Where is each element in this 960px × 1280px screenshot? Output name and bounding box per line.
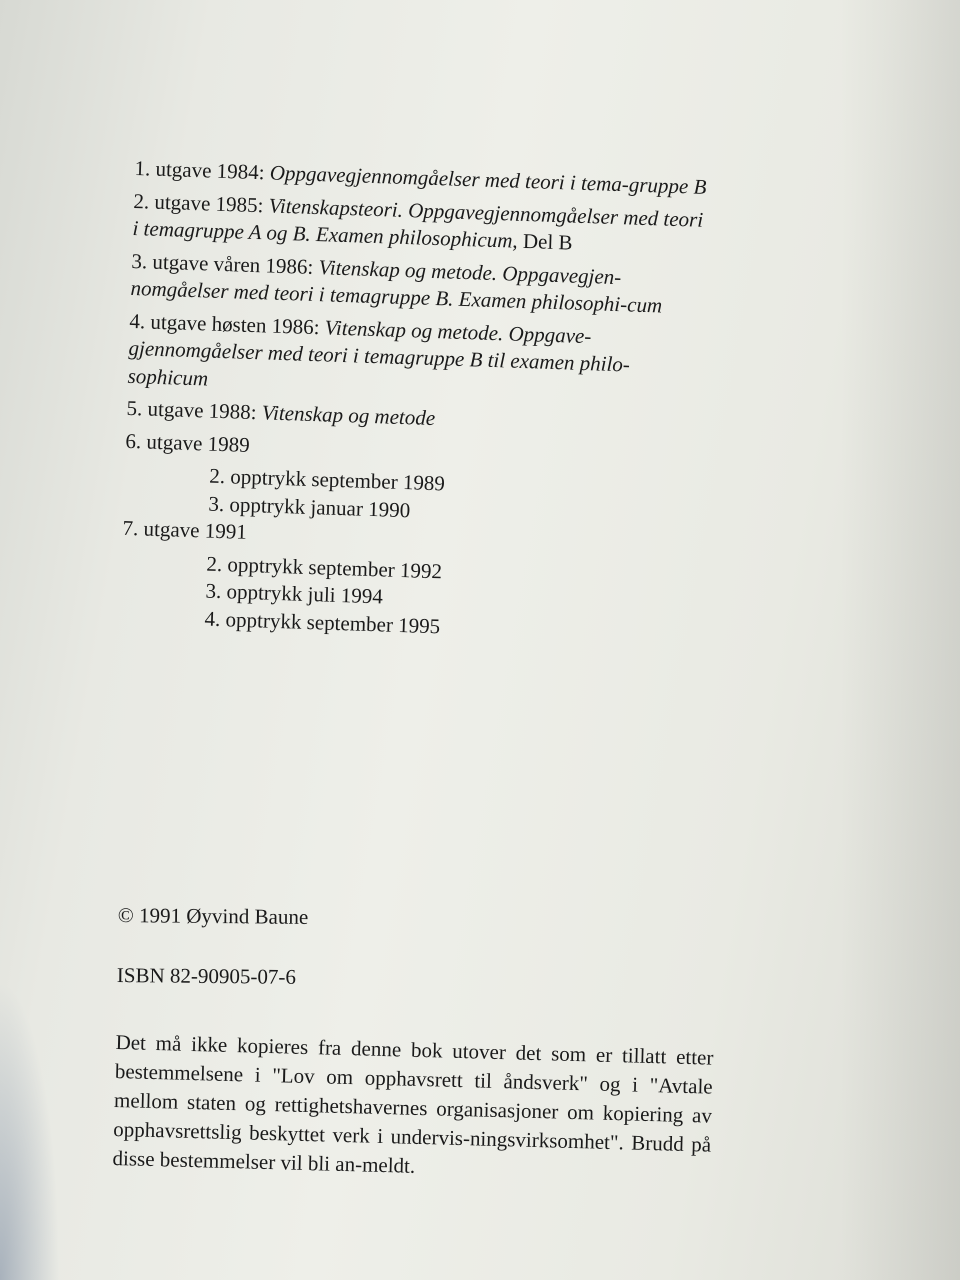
reprint-line: 4. opptrykk september 1995: [204, 606, 441, 638]
reprint-line: 3. opptrykk juli 1994: [205, 578, 384, 609]
page-shadow-right: [840, 0, 960, 1280]
edition-2: 2. utgave 1985: Vitenskapsteori. Oppgavegjennomgåelser med teori i temagruppe A og B. Examen philosophicum, Del B: [132, 188, 704, 255]
page-shadow-corner: [0, 980, 60, 1280]
edition-3: 3. utgave våren 1986: Vitenskap og metode. Oppgavegjen-nomgåelser med teori i temagruppe B. Examen philosophi-cum: [130, 248, 663, 318]
edition-6: 6. utgave 1989: [125, 428, 251, 457]
reprint-line: 2. opptrykk september 1992: [206, 551, 443, 583]
edition-5: 5. utgave 1988: Vitenskap og metode: [126, 395, 436, 431]
reprint-line: 3. opptrykk januar 1990: [208, 491, 411, 522]
edition-7: 7. utgave 1991: [122, 515, 248, 544]
copyright-line: © 1991 Øyvind Baune: [117, 903, 309, 929]
copyright-notice: Det må ikke kopieres fra denne bok utover det som er tillatt etter bestemmelsene i "Lov om opphavsrett til åndsverk" og i "Avtale mellom staten og rettighetshavernes organisasjoner om kopiering av opphavsrettslig beskyttet verk i undervis-ningsvirksomhet". Brudd på disse bestemmelser vil bli an-meldt.: [112, 1029, 714, 1178]
isbn-line: ISBN 82-90905-07-6: [116, 963, 297, 989]
edition-4: 4. utgave høsten 1986: Vitenskap og metode. Oppgave-gjennomgåelser med teori i temagruppe B til examen philo-sophicum: [127, 308, 631, 391]
edition-1: 1. utgave 1984: Oppgavegjennomgåelser med teori i tema-gruppe B: [134, 155, 707, 199]
reprint-line: 2. opptrykk september 1989: [209, 463, 446, 496]
edition-history: [119, 155, 709, 649]
